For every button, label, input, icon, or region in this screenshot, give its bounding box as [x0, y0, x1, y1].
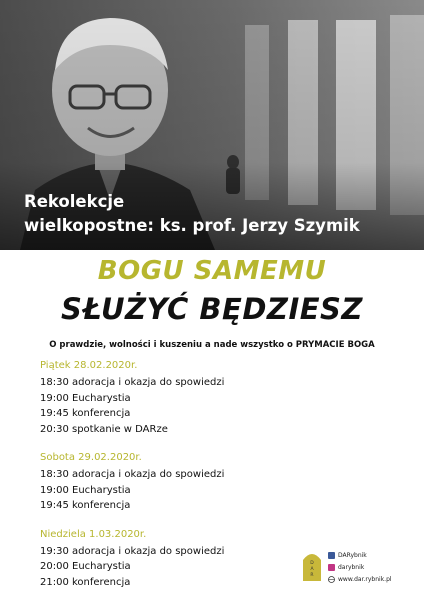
facebook-handle: DARybnik — [338, 552, 367, 559]
day-friday — [40, 360, 290, 437]
schedule-item: 19:45 konferencja — [40, 408, 131, 419]
day-title: Niedziela 1.03.2020r. — [40, 528, 147, 540]
dar-logo — [300, 548, 324, 582]
svg-text:R: R — [310, 573, 314, 578]
facebook-icon — [328, 552, 335, 559]
headline-line-2: wielkopostne: ks. prof. Jerzy Szymik — [24, 216, 360, 235]
schedule-item: 19:30 adoracja i okazja do spowiedzi — [40, 545, 225, 557]
instagram-icon — [328, 564, 335, 571]
schedule-item: 19:45 konferencja — [40, 500, 131, 511]
schedule-item: 20:00 Eucharystia — [40, 561, 131, 572]
schedule-item: 20:30 spotkanie w DARze — [40, 423, 168, 435]
retreat-headline — [24, 190, 360, 238]
day-title: Piątek 28.02.2020r. — [40, 360, 138, 371]
schedule — [40, 360, 290, 605]
schedule-item: 19:00 Eucharystia — [40, 392, 131, 404]
subtitle: O prawdzie, wolności i kuszeniu a nade wszystko o PRYMACIE BOGA — [49, 340, 375, 350]
schedule-item: 18:30 adoracja i okazja do spowiedzi — [40, 377, 225, 388]
website-link[interactable] — [328, 574, 392, 585]
footer — [300, 548, 416, 584]
schedule-item: 21:00 konferencja — [40, 576, 131, 588]
facebook-link[interactable] — [328, 550, 392, 561]
schedule-item: 18:30 adoracja i okazja do spowiedzi — [40, 469, 225, 480]
day-title: Sobota 29.02.2020r. — [40, 452, 142, 463]
instagram-link[interactable] — [328, 562, 392, 573]
title-line-1: BOGU SAMEMU — [97, 256, 327, 286]
day-sunday — [40, 529, 290, 591]
svg-text:D: D — [310, 561, 314, 566]
website-url: www.dar.rybnik.pl — [338, 576, 392, 583]
svg-text:A: A — [310, 567, 314, 572]
social-links — [328, 550, 392, 586]
headline-line-1: Rekolekcje — [24, 192, 125, 211]
instagram-handle: darybnik — [338, 564, 365, 571]
globe-icon — [328, 576, 335, 583]
schedule-item: 19:00 Eucharystia — [40, 484, 131, 496]
day-saturday — [40, 452, 290, 514]
title-line-2: SŁUŻYĆ BĘDZIESZ — [61, 292, 363, 326]
